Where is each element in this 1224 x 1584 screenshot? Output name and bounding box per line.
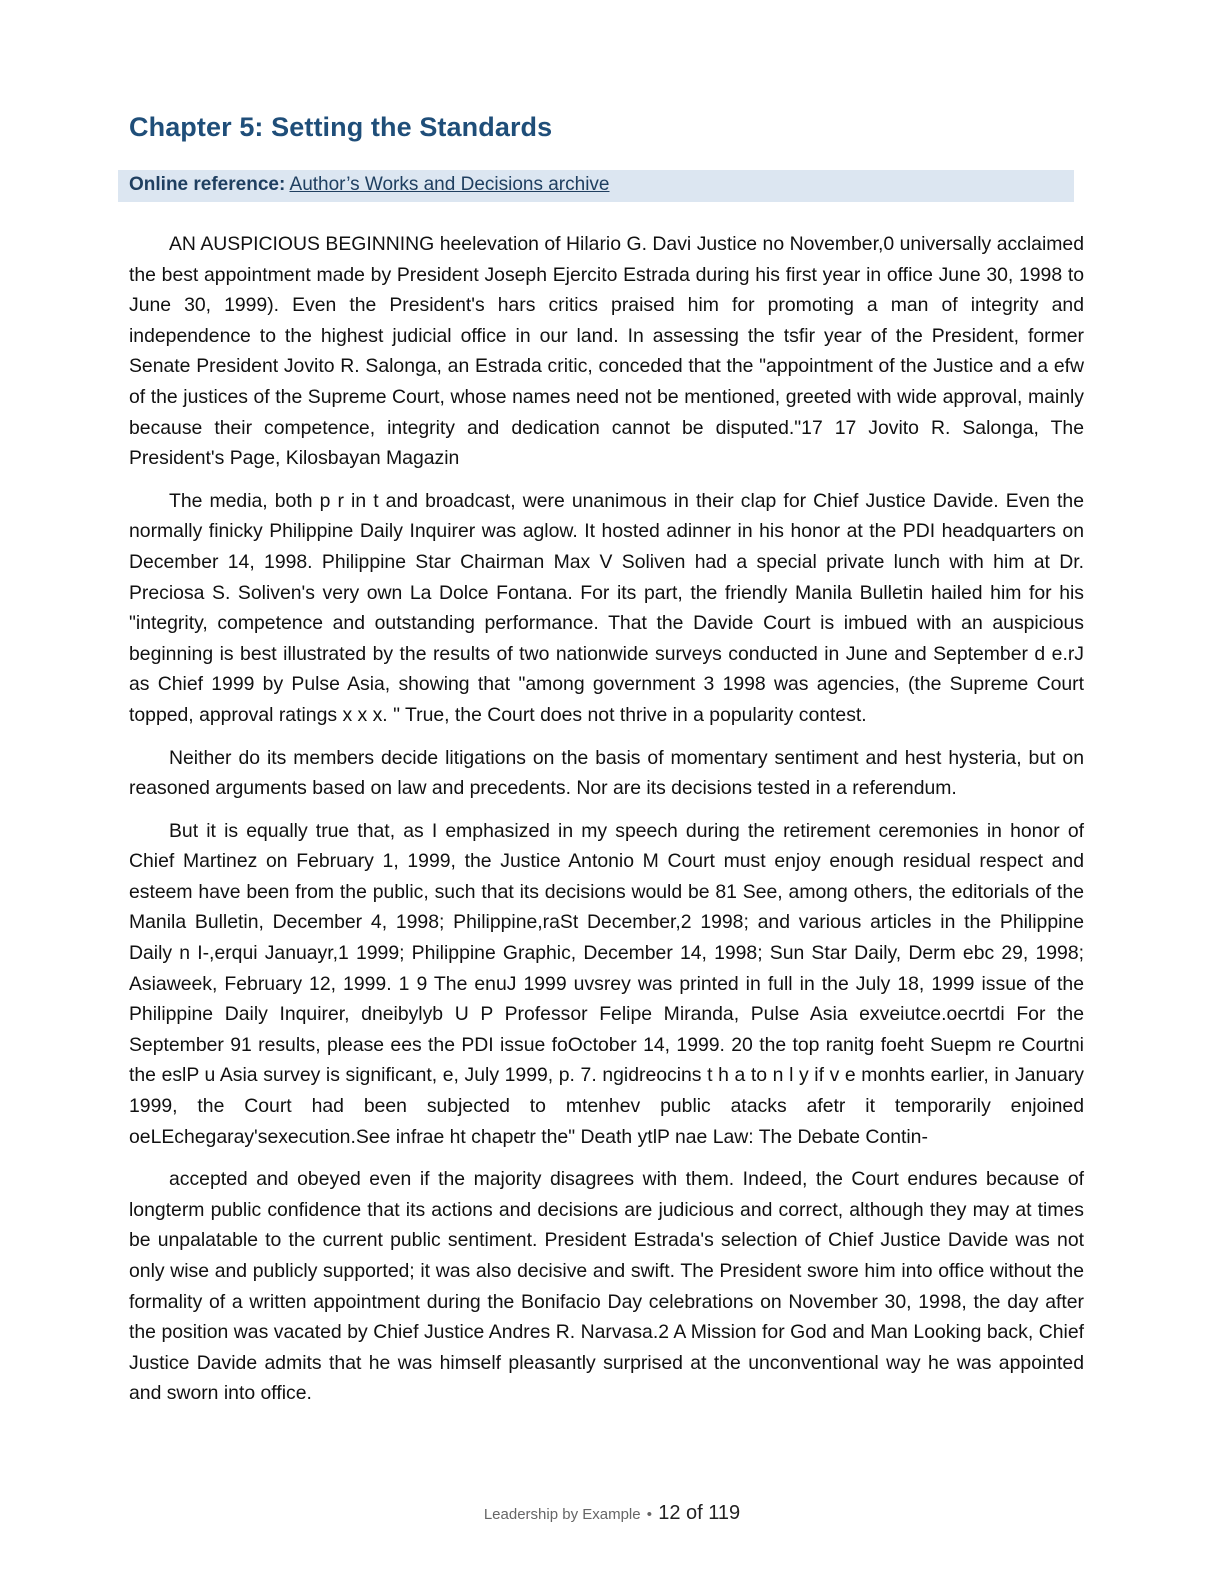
paragraph-5: accepted and obeyed even if the majority disagrees with them. Indeed, the Court endures because of longterm public confidence that its actions and decisions are judicious and correct, although they may at times be unpalatable to the current public sentiment. President Estrada's selection of Chief Justice Davide was not only wise and publicly supported; it was also decisive and swift. The President swore him into office without the formality of a written appointment during the Bonifacio Day celebrations on November 30, 1998, the day after the position was vacated by Chief Justice Andres R. Narvasa.2 A Mission for God and Man Looking back, Chief Justice Davide admits that he was himself pleasantly surprised at the unconventional way he was appointed and sworn into office. bbox=[129, 1168, 1084, 1405]
page-number: 12 of 119 bbox=[658, 1502, 741, 1524]
online-reference-bar bbox=[118, 170, 1074, 202]
page-footer bbox=[0, 1498, 1224, 1530]
paragraph-1: AN AUSPICIOUS BEGINNING heelevation of Hilario G. Davi Justice no November,0 universally acclaimed the best appointment made by President Joseph Ejercito Estrada during his first year in office June 30, 1998 to June 30, 1999). Even the President's hars critics praised him for promoting a man of integrity and independence to the highest judicial office in our land. In assessing the tsfir year of the President, former Senate President Jovito R. Salonga, an Estrada critic, conceded that the "appointment of the Justice and a efw of the justices of the Supreme Court, whose names need not be mentioned, greeted with wide approval, mainly because their competence, integrity and dedication cannot be disputed."17 17 Jovito R. Salonga, The President's Page, Kilosbayan Magazin bbox=[129, 233, 1084, 470]
paragraph-4: But it is equally true that, as I emphasized in my speech during the retirement ceremonies in honor of Chief Martinez on February 1, 1999, the Justice Antonio M Court must enjoy enough residual respect and esteem have been from the public, such that its decisions would be 81 See, among others, the editorials of the Manila Bulletin, December 4, 1998; Philippine,raSt December,2 1998; and various articles in the Philippine Daily n I-,erqui Januayr,1 1999; Philippine Graphic, December 14, 1998; Sun Star Daily, Derm ebc 29, 1998; Asiaweek, February 12, 1999. 1 9 The enuJ 1999 uvsrey was printed in full in the July 18, 1999 issue of the Philippine Daily Inquirer, dneibylyb U P Professor Felipe Miranda, Pulse Asia exveiutce.oecrtdi For the September 91 results, please ees the PDI issue foOctober 14, 1999. 20 the top ranitg foeht Suepm re Courtni the eslP u Asia survey is significant, e, July 1999, p. 7. ngidreocins t h a to n l y if v e monhts earlier, in January 1999, the Court had been subjected to mtenhev public atacks afetr it temporarily enjoined oeLEchegaray'sexecution.See infrae ht chapetr the" Death ytlP nae Law: The Debate Contin- bbox=[129, 819, 1084, 1148]
paragraph-2: The media, both p r in t and broadcast, were unanimous in their clap for Chief Justice Davide. Even the normally finicky Philippine Daily Inquirer was aglow. It hosted adinner in his honor at the PDI headquarters on December 14, 1998. Philippine Star Chairman Max V Soliven had a special private lunch with him at Dr. Preciosa S. Soliven's very own La Dolce Fontana. For its part, the friendly Manila Bulletin hailed him for his "integrity, competence and outstanding performance. That the Davide Court is imbued with an auspicious beginning is best illustrated by the results of two nationwide surveys conducted in June and September d e.rJ as Chief 1999 by Pulse Asia, showing that "among government 3 1998 was agencies, (the Supreme Court topped, approval ratings x x x. " True, the Court does not thrive in a popularity contest. bbox=[129, 489, 1084, 726]
body-text bbox=[129, 229, 1084, 1421]
footer-separator: • bbox=[646, 1506, 653, 1523]
paragraph-3: Neither do its members decide litigations on the basis of momentary sentiment and hest hysteria, but on reasoned arguments based on law and precedents. Nor are its decisions tested in a referendum. bbox=[129, 746, 1084, 800]
works-archive-link[interactable]: Author’s Works and Decisions archive bbox=[289, 174, 610, 195]
chapter-title: Chapter 5: Setting the Standards bbox=[129, 112, 553, 142]
footer-book-title: Leadership by Example bbox=[483, 1506, 641, 1523]
online-reference-label: Online reference: bbox=[129, 174, 286, 195]
